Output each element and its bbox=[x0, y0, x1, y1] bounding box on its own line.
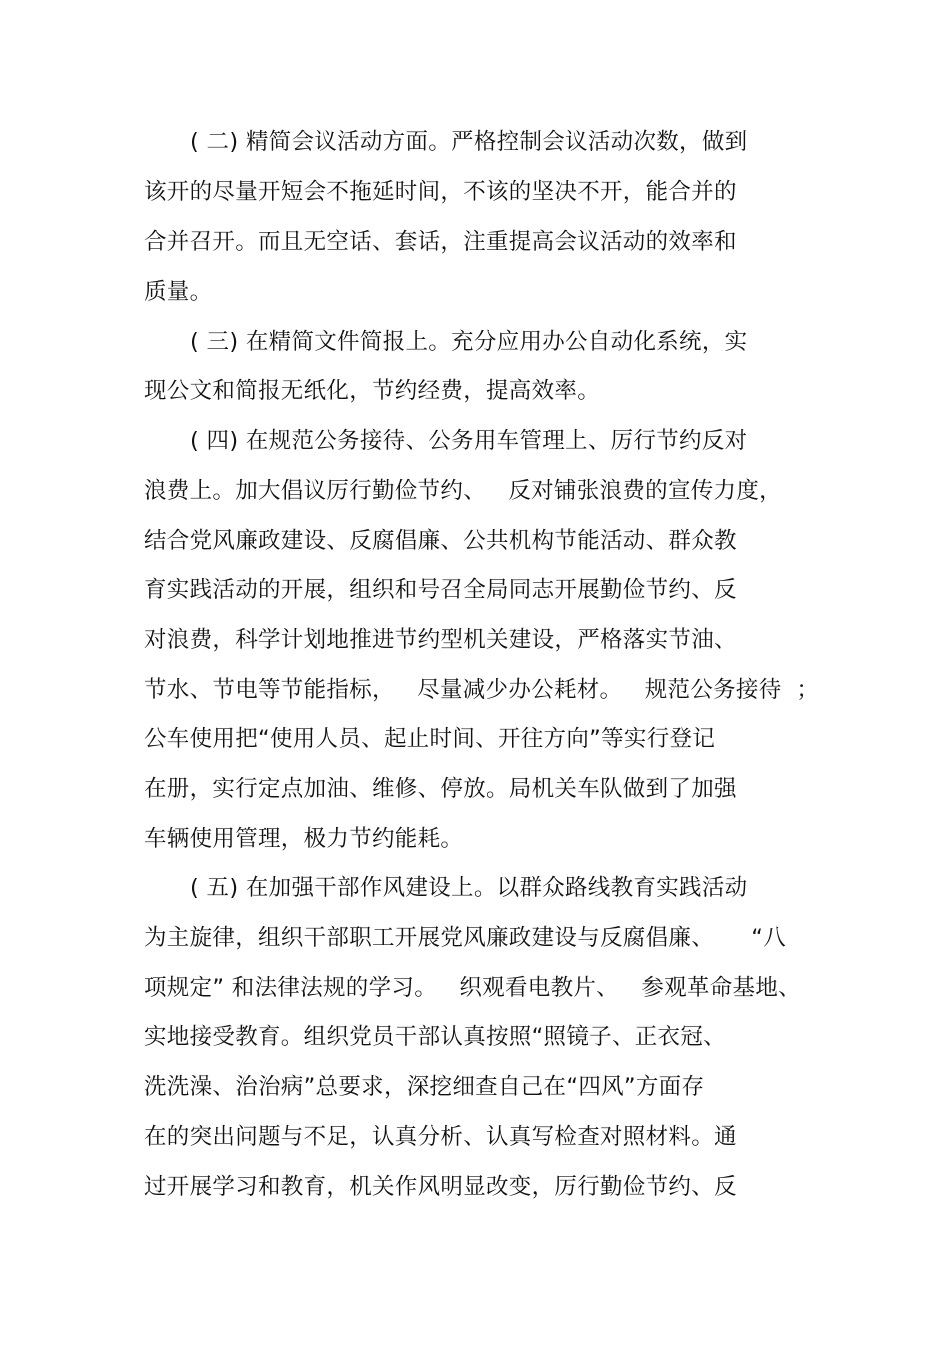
text-line: 该开的尽量开短会不拖延时间，不该的坚决不开，能合并的 bbox=[144, 179, 737, 205]
text-line: ( 二) 精简会议活动方面。严格控制会议活动次数，做到 bbox=[190, 129, 748, 155]
text-line: 在册，实行定点加油、维修、停放。局机关车队做到了加强 bbox=[144, 776, 737, 802]
text-line: 结合党风廉政建设、反腐倡廉、公共机构节能活动、群众教 bbox=[144, 528, 737, 554]
text-line: 合并召开。而且无空话、套话，注重提高会议活动的效率和 bbox=[144, 229, 737, 255]
text-line: 为主旋律，组织干部职工开展党风廉政建设与反腐倡廉、 “八 bbox=[144, 925, 787, 951]
text-line: 过开展学习和教育，机关作风明显改变，厉行勤俭节约、反 bbox=[144, 1174, 737, 1200]
text-line: 对浪费，科学计划地推进节约型机关建设，严格落实节油、 bbox=[144, 627, 737, 653]
text-line: ( 三) 在精简文件简报上。充分应用办公自动化系统，实 bbox=[190, 329, 748, 355]
text-line: 公车使用把“使用人员、起止时间、开往方向”等实行登记 bbox=[144, 726, 716, 752]
text-line: 实地接受教育。组织党员干部认真按照“照镜子、正衣冠、 bbox=[144, 1024, 726, 1050]
text-line: 洗洗澡、治治病”总要求，深挖细查自己在“四风”方面存 bbox=[144, 1074, 705, 1100]
text-line: 节水、节电等节能指标， 尽量减少办公耗材。 规范公务接待 ； bbox=[144, 677, 820, 703]
text-line: 项规定” 和法律法规的学习。 织观看电教片、 参观革命基地、 bbox=[144, 975, 801, 1001]
text-line: 现公文和简报无纸化，节约经费，提高效率。 bbox=[144, 378, 601, 404]
text-line: ( 五) 在加强干部作风建设上。以群众路线教育实践活动 bbox=[190, 875, 748, 901]
text-line: 在的突出问题与不足，认真分析、认真写检查对照材料。通 bbox=[144, 1124, 737, 1150]
text-line: 质量。 bbox=[144, 279, 213, 305]
text-line: 育实践活动的开展，组织和号召全局同志开展勤俭节约、反 bbox=[144, 577, 737, 603]
text-line: 浪费上。加大倡议厉行勤俭节约、 反对铺张浪费的宣传力度， bbox=[144, 478, 782, 504]
text-line: 车辆使用管理，极力节约能耗。 bbox=[144, 826, 464, 852]
text-line: ( 四) 在规范公务接待、公务用车管理上、厉行节约反对 bbox=[190, 428, 748, 454]
